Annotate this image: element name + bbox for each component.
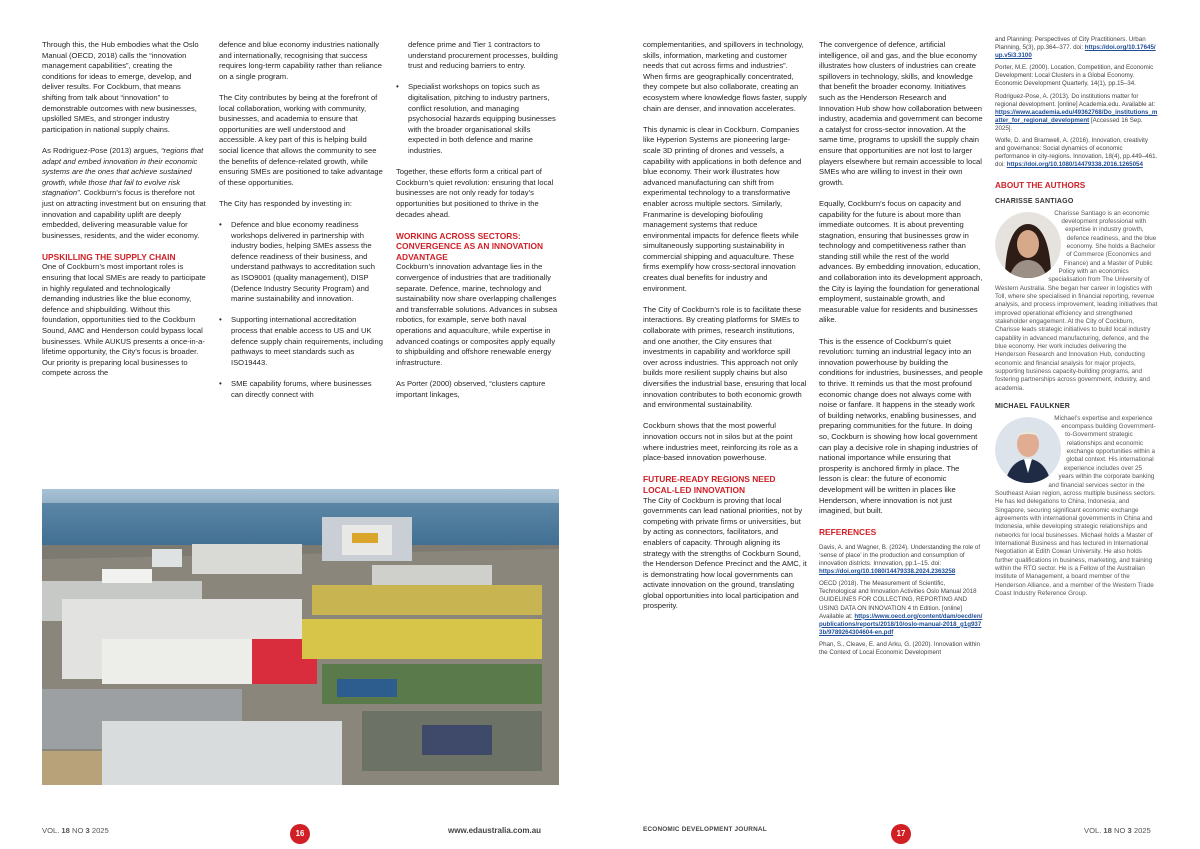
paragraph: This dynamic is clear in Cockburn. Companies like Hyperion Systems are pioneering large-scale 3D printing of drones and vessels, a capability with applications in both defence and blue economy. Their work illustrates how advanced manufacturing can shift from experimental technology to a transformative enabler across multiple sectors. Similarly, Franmarine is developing biofouling management systems that reduce environmental impacts for defence fleets while simultaneously supporting sustainability in commercial shipping and aquaculture. These firms exemplify how cross-sectoral innovation creates dual benefits for industry and environment. <box>643 124 802 293</box>
vol-text: VOL. <box>1084 826 1104 835</box>
bio-text: Charisse Santiago is an economic development professional with expertise in industry growth, defence readiness, and the blue economy. She holds a Bachelor of Commerce (Economics and Finance) and a Master of Public Policy with an economics specialisation from The University of Western Australia. She began her career in logistics with Toll, where she specialised in financial reporting, revenue analysis, and process improvement, leading initiatives that improved operational efficiency and strengthened stakeholder engagement. At the City of Cockburn, Charisse leads strategic initiatives to build local industry capability in advanced manufacturing, defence, and the blue economy. Her work includes delivering the Henderson Research and Innovation Hub, conducting economic and financial analysis for major projects, supporting business capacity-building programs, and fostering partnerships across government, industry, and academia. <box>995 209 1158 392</box>
right-column-3 <box>995 36 1158 598</box>
author-bio <box>995 415 1158 599</box>
list-item: • Defence and blue economy readiness workshops delivered in partnership with industry bodies, helping SMEs assess the defence readiness of their business, and understand pathways to accreditation such as ISO9001 (quality management), DISP (Defence Industry Security Program) and marine sustainability and innovation. <box>219 220 384 305</box>
paragraph: The City has responded by investing in: <box>219 198 352 208</box>
paragraph: Cockburn shows that the most powerful innovation occurs not in silos but at the point where industries meet, reinforcing its role as a place-based innovation powerhouse. <box>643 421 798 463</box>
paragraph: Through this, the Hub embodies what the Oslo Manual (OECD, 2018) calls the “innovation management capabilities”, creating the conditions for ideas to emerge, develop, and deliver results. For Cockburn, that means shifting from talk about “innovation” to demonstrable outcomes with new businesses, upskilled SMEs, and stronger industry participation in national supply chains. <box>42 40 199 134</box>
paragraph: The City of Cockburn is proving that local governments can lead national priorities, not by competing with private firms or universities, but by acting as connectors, facilitators, and enablers of capacity. Through aligning its strategy with the strengths of Cockburn Sound, the Henderson Defence Precinct and the AMC, it is demonstrating how local governments can activate innovation on the ground, translating global opportunities into local participation and prosperity. <box>643 495 807 611</box>
about-authors-heading: ABOUT THE AUTHORS <box>995 181 1086 191</box>
year: 2025 <box>89 826 109 835</box>
reference-link[interactable]: https://doi.org/10.1080/14479338.2016.1265054 <box>1006 161 1143 169</box>
left-column-2 <box>219 40 384 400</box>
reference <box>995 137 1158 169</box>
issue-number: 3 <box>1127 826 1132 835</box>
reference-link[interactable]: https://doi.org/10.17645/up.v5i3.3100 <box>995 44 1156 60</box>
section-heading: WORKING ACROSS SECTORS: CONVERGENCE AS AN INNOVATION ADVANTAGE <box>396 230 544 262</box>
vol-number: 18 <box>1103 826 1112 835</box>
right-column-1 <box>643 40 807 612</box>
list-item: • Supporting international accreditation process that enable access to US and UK defence supply chain requirements, including pathways to meet standards such as ISO19443. <box>219 315 384 368</box>
reference-text: and Planning: Perspectives of City Practitioners. Urban Planning, 5(3), pp.364–377. doi: <box>995 36 1146 52</box>
paragraph <box>42 146 206 241</box>
author-bio <box>995 210 1158 394</box>
paragraph: defence and blue economy industries nationally and internationally, recognising that success requires long-term capability rather than reliance on a single program. <box>219 40 382 81</box>
list-item: • SME capability forums, where businesses can directly connect with <box>219 379 384 400</box>
references-heading: REFERENCES <box>819 527 877 538</box>
page-number-17: 17 <box>891 824 911 844</box>
page-number-16: 16 <box>290 824 310 844</box>
reference-text: OECD (2018). The Measurement of Scientific, Technological and Innovation Activities Oslo Manual 2018 GUIDELINES FOR COLLECTING, REPORTING AND USING DATA ON INNOVATION 4 th Edition. [online] Available at: <box>819 580 977 620</box>
reference-text: Davis, A. and Wagner, B. (2024). Understanding the role of ‘sense of place’ in the production and consumption of innovation districts. Innovation, pp.1–15. doi: <box>819 543 981 568</box>
section-heading: UPSKILLING THE SUPPLY CHAIN <box>42 251 176 262</box>
quote: “regions that adapt and embed innovation in their economic systems are the ones that achieve sustained growth, while those that fail to evolve risk stagnation”. <box>42 145 204 198</box>
year: 2025 <box>1131 826 1151 835</box>
reference <box>995 93 1158 133</box>
paragraph: The convergence of defence, artificial intelligence, oil and gas, and the blue economy illustrates how clusters of industries can create spillovers in technology, skills, and knowledge that benefit the broader economy. Initiatives such as the Henderson Research and Innovation Hub show how collaboration between industry, academia and government can become a catalyst for cross-sector innovation. At the same time, programs to upskill the supply chain ensure that opportunities are not lost to larger players elsewhere but remain accessible to local SMEs who are willing to invest in their own growth. <box>819 40 983 187</box>
text: As Rodriguez-Pose (2013) argues, <box>42 145 162 155</box>
henderson-aerial-photo <box>42 489 559 785</box>
reference: Porter, M.E. (2000). Location, Competition, and Economic Development: Local Clusters in a Global Economy. Economic Development Quarterly, 14(1), pp.15–34. <box>995 64 1154 88</box>
volume-label <box>42 826 109 835</box>
right-column-2 <box>819 40 983 661</box>
avatar <box>995 212 1061 278</box>
paragraph: Cockburn’s innovation advantage lies in the convergence of industries that are traditionally separate. Defence, marine, technology and sustainability now share overlapping challenges and transferrable solutions. Advances in subsea robotics, for example, serve both naval operations and aquaculture, while expertise in advanced coatings or composites apply equally to shipbuilding and offshore renewable energy infrastructure. <box>396 262 558 367</box>
references-list <box>819 544 983 657</box>
section-heading: FUTURE-READY REGIONS NEED LOCAL-LED INNOVATION <box>643 474 776 495</box>
vol-number: 18 <box>61 826 70 835</box>
avatar <box>995 417 1061 483</box>
paragraph: Equally, Cockburn’s focus on capacity and capability for the future is about more than immediate outcomes. It is about preventing stagnation, ensuring that businesses grow in technology and competitiveness rather than standing still while the rest of the world advances. By embedding innovation, education, and collaboration into its development approach, the City is laying the foundation for generational employment, sustainable growth, and measurable value for residents and businesses alike. <box>819 198 983 325</box>
reference-link[interactable]: https://www.oecd.org/content/dam/oecd/en/publications/reports/2018/10/oslo-manual-2018_g1g9373b/9789264304604-en.pdf <box>819 612 983 636</box>
bio-text: Michael’s expertise and experience encompass building Government-to-Government strategic relationships and economic exchange opportunities within a global context. His international experience includes over 25 years within the corporate banking and financial services sector in the Southeast Asian region, across multiple business sectors. He has led delegations to China, Indonesia, and Singapore, securing significant economic exchange agreements with international governments in China and Indonesia, while developing strategic relationships and networks for local businesses. Michael holds a Master of International Business and has lectured in International Negotiation at Edith Cowan University. He also holds further qualifications in business, marketing, and training within the RTO sector. He is a Fellow of the Australian Institute of Management, a board member of the Henderson Alliance, and a member of the Western Trade Coast Industry Reference Group. <box>995 414 1156 597</box>
reference-text: [Accessed 16 Sep. 2025]. <box>995 116 1143 132</box>
investment-list <box>219 220 384 400</box>
paragraph: Together, these efforts form a critical part of Cockburn’s quiet revolution: ensuring that local businesses are not only ready for today’s opportunities but positioned to thrive in the decades ahead. <box>396 167 554 219</box>
paragraph: defence prime and Tier 1 contractors to understand procurement processes, building trust and reducing barriers to entry. <box>408 40 558 71</box>
reference <box>995 36 1158 60</box>
journal-title: ECONOMIC DEVELOPMENT JOURNAL <box>643 826 767 833</box>
issue-number: 3 <box>85 826 90 835</box>
references-list-continued <box>995 36 1158 169</box>
paragraph: As Porter (2000) observed, “clusters capture important linkages, <box>396 379 546 399</box>
text: Cockburn’s focus is therefore not just on attracting investment but on ensuring that innovation and capability uplift are deeply embedded, delivering measurable value for businesses, residents, and the wider economy. <box>42 188 206 240</box>
vol-text: VOL. <box>42 826 62 835</box>
reference-text: Rodriguez-Pose, A. (2013). Do institutions matter for regional development. [online] Academia.edu. Available at: <box>995 92 1156 108</box>
paragraph: complementarities, and spillovers in technology, skills, information, marketing and customer needs that cut across firms and industries”. When firms are geographically concentrated, they compete but also collaborate, creating an ecosystem where knowledge flows faster, supply chain are denser, and innovation accelerates. <box>643 40 807 113</box>
no-text: NO <box>69 826 86 835</box>
right-page <box>600 0 1200 849</box>
reference-text: Wolfe, D. and Bramwell, A. (2016). Innovation, creativity and governance: Social dynamics of economic performance in city-regions. Innovation, 18(4), pp.449–461. doi: <box>995 137 1158 169</box>
paragraph: This is the essence of Cockburn’s quiet revolution: turning an industrial legacy into an innovation powerhouse by building the conditions for industries, businesses, and people to thrive. It reminds us that the most profound economic change does not always come with noise or fanfare. It happens in the steady work of building networks, enabling businesses, and preparing communities for the future. In doing so, Cockburn is showing how local government can play a decisive role in shaping industries of national importance while ensuring that prosperity is anchored firmly in place. The lesson is clear: the future of economic development will be written in places like Henderson, where innovation is not just imagined, but built. <box>819 336 983 516</box>
reference <box>819 580 983 637</box>
left-column-3 <box>396 40 560 400</box>
reference-link[interactable]: https://www.academia.edu/49362768/Do_institutions_matter_for_regional_development <box>995 108 1158 124</box>
paragraph: The City contributes by being at the forefront of local collaboration, working with community, businesses, and academia to ensure that opportunities are well understood and accessible. A key part of this is helping build social licence that allows the community to see the benefits of defence-related growth, while ensuring SMEs are positioned to take advantage of these opportunities. <box>219 92 383 187</box>
website-link[interactable]: www.edaustralia.com.au <box>448 826 542 835</box>
left-column-1 <box>42 40 206 379</box>
list-item: • Specialist workshops on topics such as digitalisation, pitching to industry partners, conflict resolution, and managing psychosocial hazards equipping businesses with the broader organisational skills expected in both defence and marine industries. <box>396 82 560 156</box>
author-name: CHARISSE SANTIAGO <box>995 198 1074 205</box>
no-text: NO <box>1111 826 1128 835</box>
paragraph: One of Cockburn’s most important roles is ensuring that local SMEs are ready to participate in highly regulated and technologically demanding industries like the blue economy, defence and shipbuilding. Without this foundation, opportunities tied to the Cockburn Sound, AMC and Henderson could bypass local businesses. While AUKUS presents a once-in-a-lifetime opportunity, the City’s focus is broader. Our priority is preparing local businesses to compete across the <box>42 262 206 378</box>
volume-label <box>1084 826 1151 835</box>
reference: Phan, S., Cleave, E. and Arku, G. (2020). Innovation within the Context of Local Economic Development <box>819 640 980 657</box>
workshop-list <box>396 82 560 156</box>
reference-link[interactable]: https://doi.org/10.1080/14479338.2024.2363258 <box>819 568 956 576</box>
paragraph: The City of Cockburn’s role is to facilitate these interactions. By creating platforms for SMEs to collaborate with primes, research institutions, and one another, the City ensures that investments in capability and workforce spill over across industries. This approach not only builds more resilient supply chains but also diversifies the industrial base, ensuring that local innovation contributes to both economic growth and environmental sustainability. <box>643 304 807 410</box>
reference <box>819 544 983 576</box>
author-name: MICHAEL FAULKNER <box>995 403 1071 411</box>
